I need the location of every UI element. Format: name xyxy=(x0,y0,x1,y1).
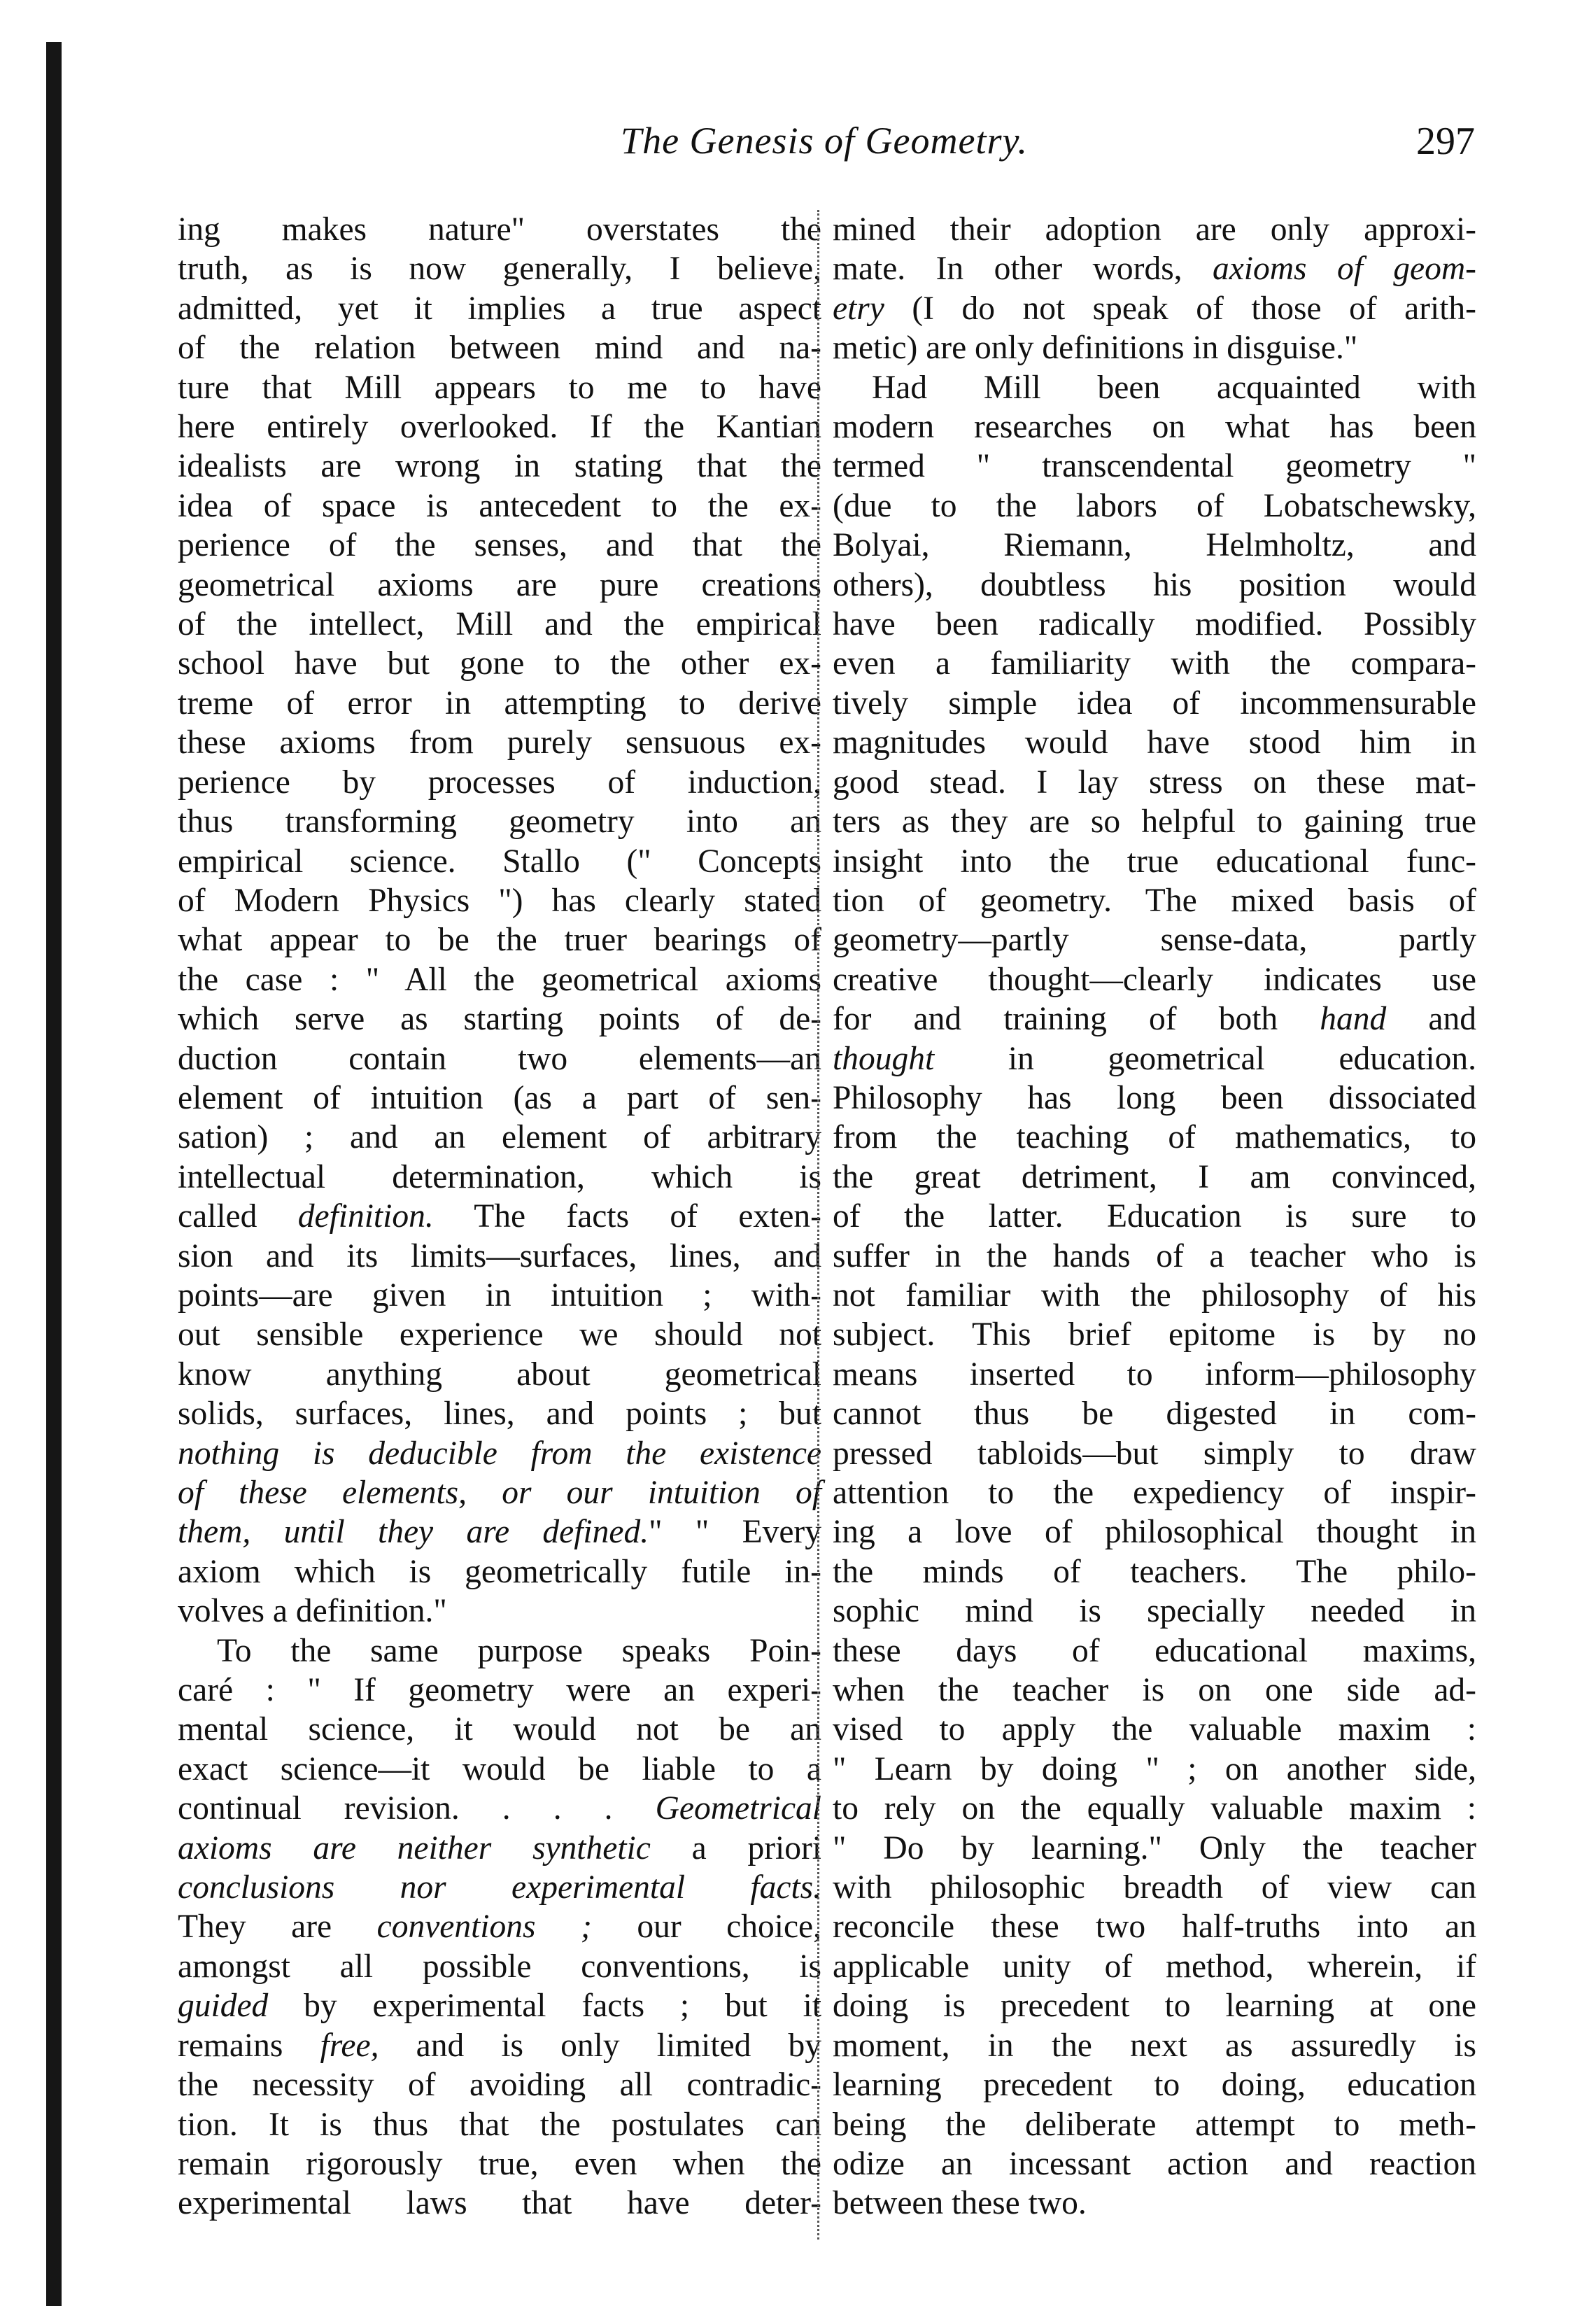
text-line xyxy=(833,920,1476,959)
text-line xyxy=(833,1237,1476,1276)
italic-text: guided xyxy=(178,1988,269,2025)
text-line xyxy=(178,1158,821,1197)
text-run: remain rigorously true, even when the xyxy=(178,2145,821,2182)
text-line xyxy=(178,920,821,959)
text-line xyxy=(833,1710,1476,1749)
text-line xyxy=(178,2105,821,2144)
text-line xyxy=(178,1355,821,1394)
text-line xyxy=(178,605,821,644)
text-run: empirical science. Stallo (" Concepts xyxy=(178,843,821,880)
text-line xyxy=(178,999,821,1039)
italic-text: thought xyxy=(833,1040,935,1077)
italic-text: of these elements, or our intuition of xyxy=(178,1475,821,1511)
text-run: metic) are only definitions in disguise." xyxy=(833,330,1358,367)
text-line xyxy=(833,723,1476,762)
text-run: between these two. xyxy=(833,2185,1087,2222)
text-run: subject. This brief epitome is by no xyxy=(833,1316,1476,1354)
text-run: treme of error in attempting to derive xyxy=(178,684,821,722)
text-run: learning precedent to doing, education xyxy=(833,2067,1476,2104)
text-line xyxy=(178,1789,821,1828)
text-run: attention to the expediency of inspir- xyxy=(833,1475,1476,1511)
text-run: the great detriment, I am convinced, xyxy=(833,1158,1476,1195)
text-run: ing makes nature" overstates the xyxy=(178,211,821,248)
text-line xyxy=(833,407,1476,447)
text-run: perience by processes of induction, xyxy=(178,764,821,801)
text-line xyxy=(833,368,1476,407)
text-line xyxy=(178,1394,821,1433)
text-run: admitted, yet it implies a true aspect xyxy=(178,290,821,327)
text-run: good stead. I lay stress on these mat- xyxy=(833,764,1476,801)
text-line xyxy=(833,1118,1476,1157)
text-run: continual revision. . . . xyxy=(178,1790,656,1827)
text-run: the case : " All the geometrical axioms xyxy=(178,961,821,998)
text-run: mined their adoption are only approxi- xyxy=(833,211,1476,248)
italic-text: free, xyxy=(320,2027,379,2064)
text-line xyxy=(178,1591,821,1631)
text-line xyxy=(178,644,821,683)
text-run: geometry—partly sense-data, partly xyxy=(833,922,1476,959)
text-line xyxy=(833,1986,1476,2025)
text-line xyxy=(833,447,1476,486)
text-run: and xyxy=(1386,1001,1476,1038)
text-run: of the intellect, Mill and the empirical xyxy=(178,606,821,643)
text-run: suffer in the hands of a teacher who is xyxy=(833,1237,1476,1274)
text-run: solids, surfaces, lines, and points ; but xyxy=(178,1395,821,1433)
text-line xyxy=(178,1986,821,2025)
text-line xyxy=(178,1552,821,1591)
text-run: (due to the labors of Lobatschewsky, xyxy=(833,487,1476,524)
text-run: when the teacher is on one side ad- xyxy=(833,1672,1476,1709)
text-line xyxy=(833,210,1476,249)
text-line xyxy=(833,1158,1476,1197)
text-line xyxy=(833,684,1476,723)
text-run: intellectual determination, which is xyxy=(178,1158,821,1195)
text-line xyxy=(178,881,821,920)
text-line xyxy=(178,1078,821,1118)
italic-text: conventions ; xyxy=(376,1908,592,1946)
text-run: school have but gone to the other ex- xyxy=(178,645,821,682)
text-line xyxy=(833,565,1476,605)
text-line xyxy=(833,1078,1476,1118)
text-run: tion. It is thus that the postulates can xyxy=(178,2106,821,2143)
text-run: ture that Mill appears to me to have xyxy=(178,369,821,406)
text-line xyxy=(833,1947,1476,1986)
text-line xyxy=(833,1671,1476,1710)
text-line xyxy=(178,249,821,288)
text-run: exact science—it would be liable to a xyxy=(178,1750,821,1787)
text-line xyxy=(178,1473,821,1512)
text-line xyxy=(178,1039,821,1078)
text-run: to rely on the equally valuable maxim : xyxy=(833,1790,1476,1827)
text-line xyxy=(833,1552,1476,1591)
text-line xyxy=(833,328,1476,367)
text-line xyxy=(178,328,821,367)
text-run: here entirely overlooked. If the Kantian xyxy=(178,409,821,446)
text-line xyxy=(178,565,821,605)
italic-text: conclusions nor experimental facts. xyxy=(178,1869,821,1906)
text-run: sion and its limits—surfaces, lines, and xyxy=(178,1237,821,1274)
text-run: To the same purpose speaks Poin- xyxy=(217,1632,821,1669)
text-run: moment, in the next as assuredly is xyxy=(833,2027,1476,2064)
text-line xyxy=(833,1197,1476,1236)
text-run: geometrical axioms are pure creations xyxy=(178,566,821,603)
text-line xyxy=(178,960,821,999)
text-run: magnitudes would have stood him in xyxy=(833,724,1476,761)
text-run: out sensible experience we should not xyxy=(178,1316,821,1354)
text-line xyxy=(833,2105,1476,2144)
text-line xyxy=(833,2144,1476,2184)
text-run: these days of educational maxims, xyxy=(833,1632,1476,1669)
text-run: ters as they are so helpful to gaining true xyxy=(833,803,1476,841)
text-run: cannot thus be digested in com- xyxy=(833,1395,1476,1433)
text-line xyxy=(178,2184,821,2223)
text-run: these axioms from purely sensuous ex- xyxy=(178,724,821,761)
text-run: of the latter. Education is sure to xyxy=(833,1198,1476,1235)
text-run: They are xyxy=(178,1908,377,1946)
running-head xyxy=(174,119,1475,175)
text-run: of Modern Physics ") has clearly stated xyxy=(178,882,821,919)
text-run: creative thought—clearly indicates use xyxy=(833,961,1476,998)
text-line xyxy=(833,1473,1476,1512)
text-line xyxy=(178,486,821,526)
text-run: amongst all possible conventions, is xyxy=(178,1948,821,1985)
text-run: the necessity of avoiding all contradic- xyxy=(178,2067,821,2104)
text-run: " Learn by doing " ; on another side, xyxy=(833,1750,1476,1787)
text-run: sation) ; and an element of arbitrary xyxy=(178,1119,821,1156)
text-line xyxy=(833,644,1476,683)
text-run: the minds of teachers. The philo- xyxy=(833,1553,1476,1590)
text-run: element of intuition (as a part of sen- xyxy=(178,1079,821,1116)
text-line xyxy=(833,2184,1476,2223)
text-line xyxy=(178,1434,821,1473)
text-line xyxy=(833,1789,1476,1828)
text-run: for and training of both xyxy=(833,1001,1320,1038)
text-line xyxy=(178,1118,821,1157)
text-line xyxy=(178,1671,821,1710)
text-run: mental science, it would not be an xyxy=(178,1711,821,1748)
text-line xyxy=(178,210,821,249)
italic-text: axioms of geom- xyxy=(1212,251,1476,288)
text-line xyxy=(833,1750,1476,1789)
text-line xyxy=(178,526,821,565)
text-line xyxy=(178,1947,821,1986)
text-run: experimental laws that have deter- xyxy=(178,2185,821,2222)
text-run: insight into the true educational func- xyxy=(833,843,1476,880)
text-run: caré : " If geometry were an experi- xyxy=(178,1672,821,1709)
text-line xyxy=(178,1237,821,1276)
text-line xyxy=(833,1512,1476,1552)
text-run: being the deliberate attempt to meth- xyxy=(833,2106,1476,2143)
text-run: others), doubtless his position would xyxy=(833,566,1476,603)
text-line xyxy=(178,684,821,723)
text-line xyxy=(833,999,1476,1039)
text-line xyxy=(178,1710,821,1749)
text-line xyxy=(833,1868,1476,1907)
text-line xyxy=(178,842,821,881)
text-line xyxy=(833,1394,1476,1433)
text-run: modern researches on what has been xyxy=(833,409,1476,446)
text-line xyxy=(833,605,1476,644)
text-line xyxy=(833,2065,1476,2104)
text-run: idealists are wrong in stating that the xyxy=(178,448,821,485)
text-line xyxy=(178,1276,821,1315)
text-run: The facts of exten- xyxy=(433,1198,821,1235)
text-line xyxy=(178,289,821,328)
text-run: duction contain two elements—an xyxy=(178,1040,821,1077)
text-run: have been radically modified. Possibly xyxy=(833,606,1476,643)
text-run: sophic mind is specially needed in xyxy=(833,1593,1476,1630)
text-run: by experimental facts ; but it xyxy=(268,1988,821,2025)
text-run: axiom which is geometrically futile in- xyxy=(178,1553,821,1590)
text-line xyxy=(178,2026,821,2065)
text-line xyxy=(833,1315,1476,1354)
text-line xyxy=(833,842,1476,881)
text-line xyxy=(833,881,1476,920)
text-line xyxy=(178,763,821,802)
text-line xyxy=(178,407,821,447)
text-run: odize an incessant action and reaction xyxy=(833,2145,1476,2182)
text-run: pressed tabloids—but simply to draw xyxy=(833,1435,1476,1472)
text-run: means inserted to inform—philosophy xyxy=(833,1356,1476,1393)
text-line xyxy=(833,1276,1476,1315)
text-run: Philosophy has long been dissociated xyxy=(833,1079,1476,1116)
page-number: 297 xyxy=(1416,120,1475,163)
text-run: of the relation between mind and na- xyxy=(178,330,821,367)
text-run: in geometrical education. xyxy=(934,1040,1476,1077)
text-line xyxy=(833,249,1476,288)
text-line xyxy=(178,1197,821,1236)
left-text-column xyxy=(178,210,821,2223)
right-text-column xyxy=(833,210,1476,2223)
text-run: vised to apply the valuable maxim : xyxy=(833,1711,1476,1748)
text-run: Bolyai, Riemann, Helmholtz, and xyxy=(833,527,1476,564)
italic-text: etry xyxy=(833,290,884,327)
text-line xyxy=(178,447,821,486)
text-run: which serve as starting points of de- xyxy=(178,1001,821,1038)
text-run: doing is precedent to learning at one xyxy=(833,1988,1476,2025)
italic-text: nothing is deducible from the existence xyxy=(178,1435,821,1472)
text-line xyxy=(178,1907,821,1946)
text-line xyxy=(833,763,1476,802)
italic-text: them, until they are defined. xyxy=(178,1514,649,1551)
running-title: The Genesis of Geometry. xyxy=(621,120,1028,162)
text-run: remains xyxy=(178,2027,320,2064)
text-line xyxy=(178,1631,821,1671)
text-line xyxy=(833,1829,1476,1868)
text-run: termed " transcendental geometry " xyxy=(833,448,1476,485)
text-run: volves a definition." xyxy=(178,1593,447,1630)
text-run: what appear to be the truer bearings of xyxy=(178,922,821,959)
text-line xyxy=(178,2144,821,2184)
text-run: and is only limited by xyxy=(379,2027,821,2064)
text-line xyxy=(833,1039,1476,1078)
binding-edge-shadow xyxy=(46,42,62,2306)
text-line xyxy=(178,723,821,762)
text-line xyxy=(178,802,821,841)
italic-text: definition. xyxy=(297,1198,434,1235)
text-run: a priori xyxy=(650,1829,821,1866)
text-line xyxy=(833,1591,1476,1631)
text-line xyxy=(178,1868,821,1907)
text-run: truth, as is now generally, I believe, xyxy=(178,251,821,288)
text-line xyxy=(833,289,1476,328)
text-line xyxy=(178,368,821,407)
text-line xyxy=(833,2026,1476,2065)
text-line xyxy=(833,526,1476,565)
italic-text: Geometrical xyxy=(655,1790,821,1827)
text-run: with philosophic breadth of view can xyxy=(833,1869,1476,1906)
text-line xyxy=(178,1829,821,1868)
text-line xyxy=(833,486,1476,526)
text-run: " Do by learning." Only the teacher xyxy=(833,1829,1476,1866)
text-run: applicable unity of method, wherein, if xyxy=(833,1948,1476,1985)
text-run: (I do not speak of those of arith- xyxy=(884,290,1476,327)
text-run: tion of geometry. The mixed basis of xyxy=(833,882,1476,919)
text-run: idea of space is antecedent to the ex- xyxy=(178,487,821,524)
text-run: our choice, xyxy=(591,1908,821,1946)
text-line xyxy=(178,1315,821,1354)
italic-text: axioms are neither synthetic xyxy=(178,1829,651,1866)
text-run: mate. In other words, xyxy=(833,251,1213,288)
text-run: not familiar with the philosophy of his xyxy=(833,1277,1476,1314)
column-divider-rule xyxy=(817,210,819,2240)
text-line xyxy=(833,1434,1476,1473)
text-run: points—are given in intuition ; with- xyxy=(178,1277,821,1314)
text-run: even a familiarity with the compara- xyxy=(833,645,1476,682)
text-line xyxy=(178,2065,821,2104)
text-run: from the teaching of mathematics, to xyxy=(833,1119,1476,1156)
text-run: Had Mill been acquainted with xyxy=(872,369,1476,406)
italic-text: hand xyxy=(1320,1001,1387,1038)
text-line xyxy=(833,1355,1476,1394)
text-line xyxy=(178,1750,821,1789)
text-run: " " Every xyxy=(649,1514,822,1551)
text-line xyxy=(833,802,1476,841)
text-run: ing a love of philosophical thought in xyxy=(833,1514,1476,1551)
text-run: reconcile these two half-truths into an xyxy=(833,1908,1476,1946)
text-run: called xyxy=(178,1198,298,1235)
text-line xyxy=(178,1512,821,1552)
text-line xyxy=(833,960,1476,999)
text-line xyxy=(833,1907,1476,1946)
text-run: perience of the senses, and that the xyxy=(178,527,821,564)
text-run: thus transforming geometry into an xyxy=(178,803,821,841)
text-run: tively simple idea of incommensurable xyxy=(833,684,1476,722)
text-line xyxy=(833,1631,1476,1671)
text-run: know anything about geometrical xyxy=(178,1356,821,1393)
